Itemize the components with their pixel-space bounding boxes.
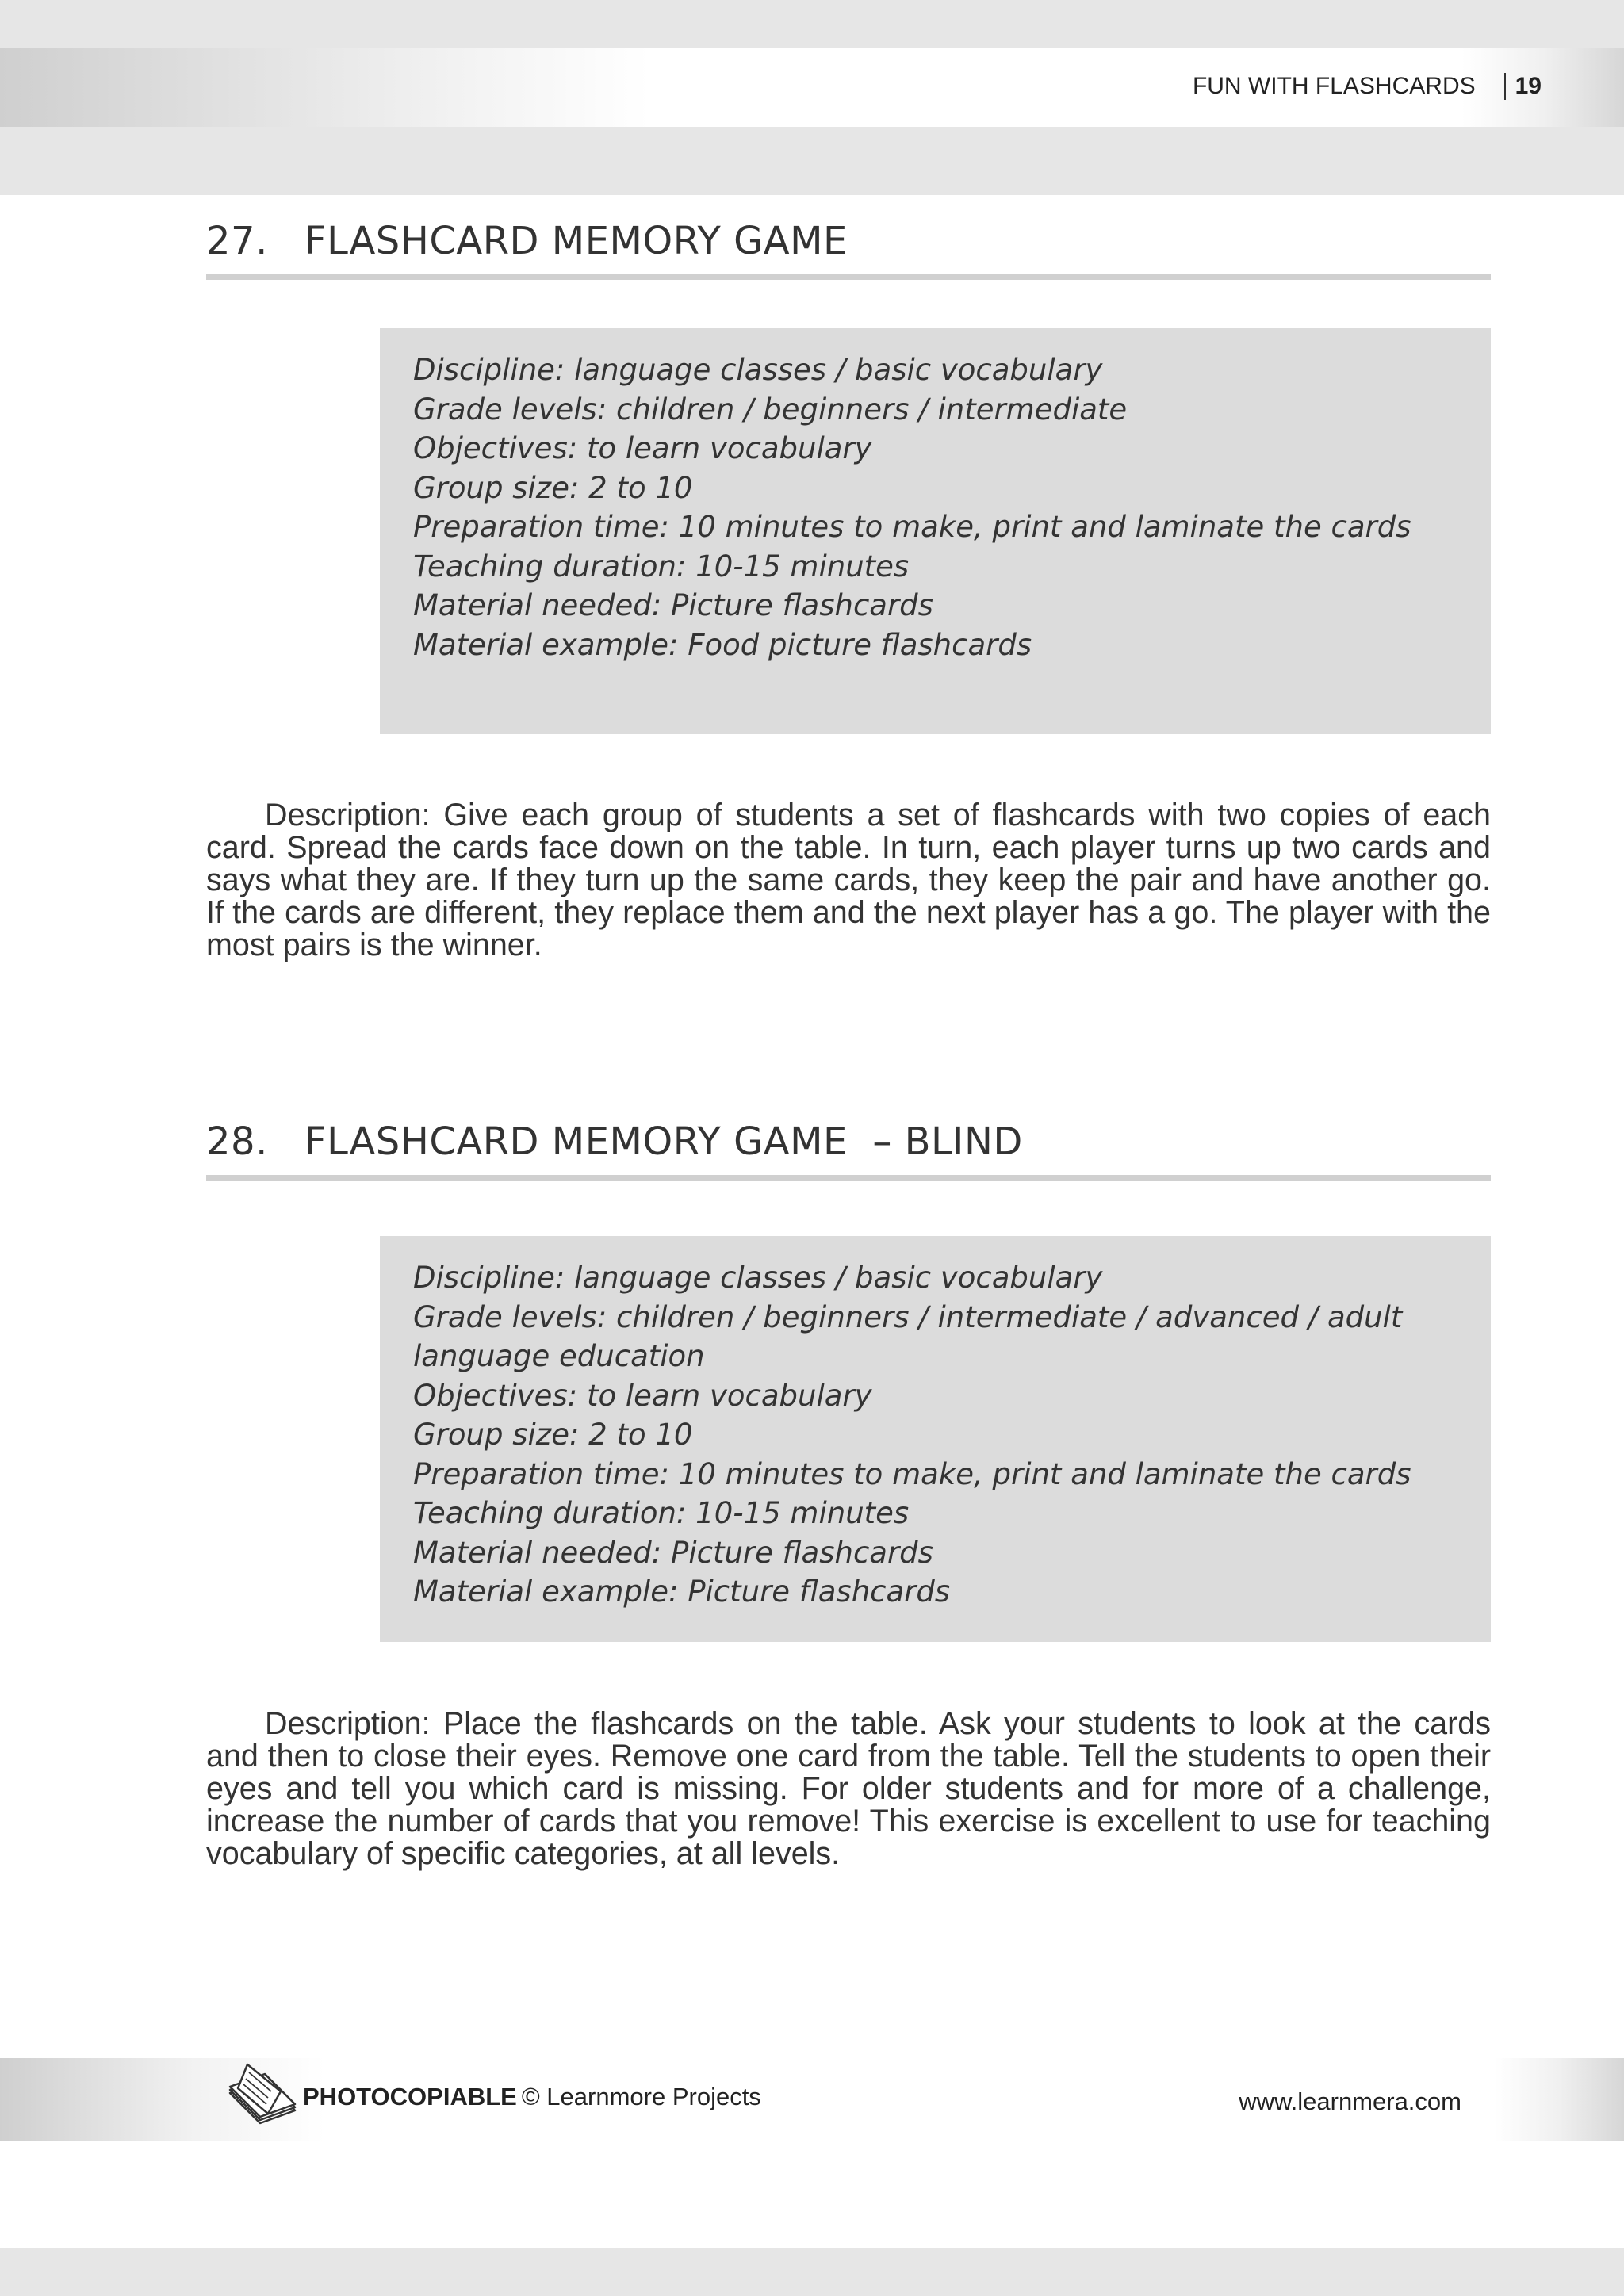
section-28-info-box bbox=[380, 1236, 1491, 1642]
info-grade-levels: Grade levels: children / beginners / intermediate / advanced / adult bbox=[413, 1299, 1403, 1334]
section-27-heading bbox=[206, 219, 1491, 280]
header-separator bbox=[1504, 73, 1506, 100]
info-material-example: Material example: Food picture flashcards bbox=[413, 627, 1032, 662]
running-title: FUN WITH FLASHCARDS bbox=[1192, 73, 1476, 99]
footer-photocopiable bbox=[224, 2061, 761, 2133]
info-material-example: Material example: Picture flashcards bbox=[413, 1575, 951, 1609]
section-27-info-box bbox=[380, 328, 1491, 734]
info-group-size: Group size: 2 to 10 bbox=[413, 470, 693, 505]
footer-website: www.learnmera.com bbox=[1239, 2087, 1461, 2115]
info-discipline: Discipline: language classes / basic vocabulary bbox=[413, 1261, 1103, 1295]
copyright-text: © Learnmore Projects bbox=[521, 2083, 761, 2110]
info-material-needed: Material needed: Picture flashcards bbox=[413, 1535, 933, 1570]
section-number: 28. bbox=[206, 1119, 268, 1164]
info-group-size: Group size: 2 to 10 bbox=[413, 1418, 693, 1452]
page-number: 19 bbox=[1515, 73, 1542, 99]
section-27-description: Description: Give each group of students a set of flashcards with two copies of each card. Spread the cards face down on the table. In turn, each player turns up two cards and says what they are. If they turn up the same cards, they keep the pair and have another go. If the cards are different, they replace them and the next player has a go. The player with the most pairs is the winner. bbox=[206, 798, 1491, 962]
paper-stack-icon bbox=[224, 2061, 300, 2133]
section-title-text: FLASHCARD MEMORY GAME – BLIND bbox=[304, 1119, 1023, 1164]
info-teaching-duration: Teaching duration: 10-15 minutes bbox=[413, 1496, 910, 1530]
info-grade-levels-continued: language education bbox=[413, 1339, 705, 1373]
info-teaching-duration: Teaching duration: 10-15 minutes bbox=[413, 549, 910, 584]
section-28-description: Description: Place the flashcards on the table. Ask your students to look at the cards and then to close their eyes. Remove one card from the table. Tell the students to open their eyes and tell you which card is missing. For older students and for more of a challenge, increase the number of cards that you remove! This exercise is excellent to use for teaching vocabulary of specific categories, at all levels. bbox=[206, 1706, 1491, 1871]
info-objectives: Objectives: to learn vocabulary bbox=[413, 1378, 872, 1413]
section-28-heading bbox=[206, 1119, 1491, 1181]
running-header bbox=[1193, 73, 1542, 100]
bottom-margin-strip bbox=[0, 2248, 1624, 2296]
header-under-strip bbox=[0, 127, 1624, 195]
section-number: 27. bbox=[206, 219, 268, 263]
info-objectives: Objectives: to learn vocabulary bbox=[413, 431, 872, 465]
photocopiable-label: PHOTOCOPIABLE bbox=[303, 2083, 517, 2110]
info-grade-levels: Grade levels: children / beginners / intermediate bbox=[413, 392, 1128, 427]
top-margin-strip bbox=[0, 0, 1624, 48]
info-material-needed: Material needed: Picture flashcards bbox=[413, 588, 933, 622]
info-discipline: Discipline: language classes / basic vocabulary bbox=[413, 353, 1103, 387]
info-preparation-time: Preparation time: 10 minutes to make, print and laminate the cards bbox=[413, 510, 1411, 544]
info-preparation-time: Preparation time: 10 minutes to make, print and laminate the cards bbox=[413, 1456, 1411, 1491]
section-title-text: FLASHCARD MEMORY GAME bbox=[304, 219, 848, 263]
